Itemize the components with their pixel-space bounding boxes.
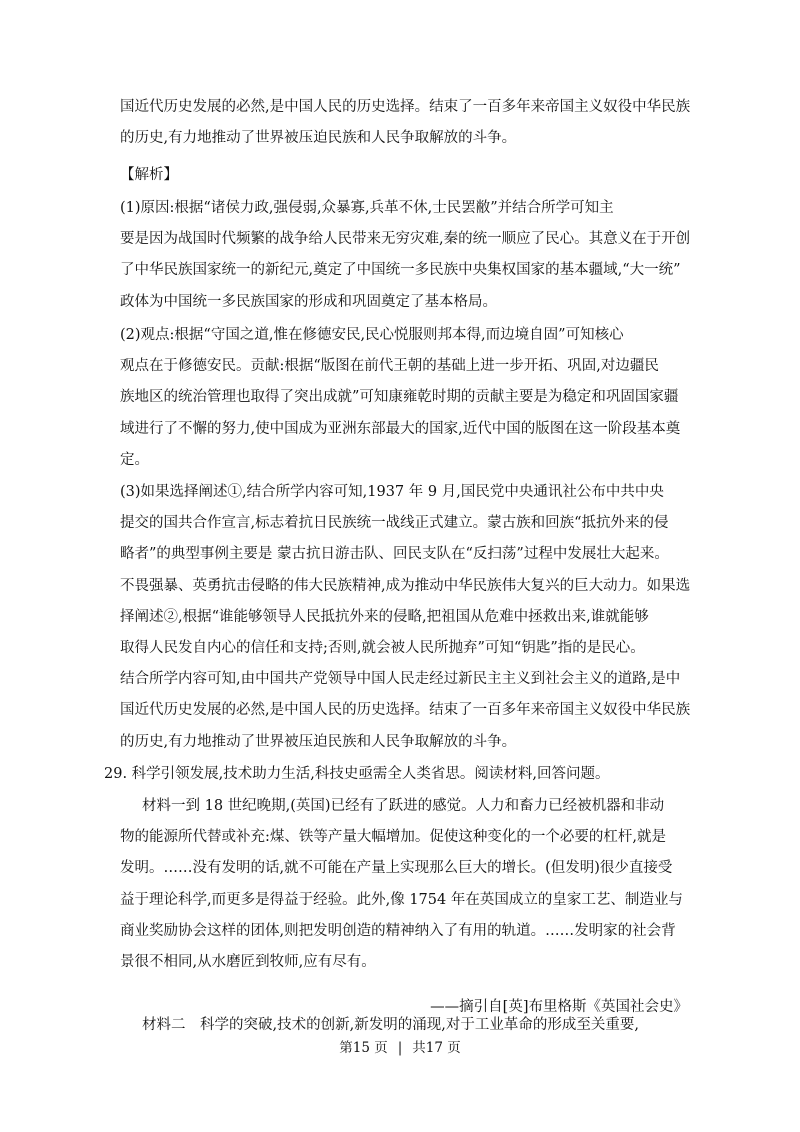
total-pages: 共17 页 [412,1040,461,1056]
text-line: 发明。……没有发明的话,就不可能在产量上实现那么巨大的增长。(但发明)很少直接受 [120,860,673,877]
text-line: 材料二 科学的突破,技术的创新,新发明的涌现,对于工业革命的形成至关重要, [142,1017,639,1033]
text-line: 材料一到 18 世纪晚期,(英国)已经有了跃进的感觉。人力和畜力已经被机器和非动 [142,798,665,814]
text-line: 景很不相同,从水磨匠到牧师,应有尽有。 [120,954,376,971]
continuation-paragraph [120,92,691,154]
page-number: 第15 页 [339,1040,388,1056]
text-line: 国近代历史发展的必然,是中国人民的历史选择。结束了一百多年来帝国主义奴役中华民族 [120,99,691,115]
text-line: 族地区的统治管理也取得了突出成就”可知康雍乾时期的贡献主要是为稳定和巩固国家疆 [120,389,679,406]
text-line: 商业奖励协会这样的团体,则把发明创造的精神纳入了有用的轨道。……发明家的社会背 [120,922,676,939]
text-line: 国近代历史发展的必然,是中国人民的历史选择。结束了一百多年来帝国主义奴役中华民族 [120,702,691,719]
text-line: (1)原因:根据“诸侯力政,强侵弱,众暴寡,兵革不休,士民罢敝”并结合所学可知主 [120,200,614,216]
text-line: 政体为中国统一多民族国家的形成和巩固奠定了基本格局。 [120,293,497,310]
text-line: 结合所学内容可知,由中国共产党领导中国人民走经过新民主主义到社会主义的道路,是中 [120,671,681,688]
footer-separator: | [397,1040,403,1056]
text-line: (2)观点:根据“守国之道,惟在修德安民,民心悦服则邦本得,而边境自固”可知核心 [120,327,624,343]
text-line: 的历史,有力地推动了世界被压迫民族和人民争取解放的斗争。 [120,733,517,750]
answer-1-paragraph [120,193,691,318]
analysis-heading-block [120,160,680,191]
text-line: 观点在于修德安民。贡献:根据“版图在前代王朝的基础上进一步开拓、巩固,对边疆民 [120,358,659,375]
page-footer [0,1038,800,1058]
text-line: 了中华民族国家统一的新纪元,奠定了中国统一多民族中央集权国家的基本疆域,“大一统” [120,262,681,279]
text-line: (3)如果选择阐述①,结合所学内容可知,1937 年 9 月,国民党中央通讯社公布中共中央 [120,484,664,500]
text-line: 的历史,有力地推动了世界被压迫民族和人民争取解放的斗争。 [120,130,517,147]
text-line: 益于理论科学,而更多是得益于经验。此外,像 1754 年在英国成立的皇家工艺、制造业与 [120,891,683,908]
text-line: 择阐述②,根据“谁能够领导人民抵抗外来的侵略,把祖国从危难中拯救出来,谁就能够 [120,608,649,625]
text-line: 略者”的典型事例主要是 蒙古抗日游击队、回民支队在“反扫荡”过程中发展壮大起来。 [120,546,669,563]
answer-2-paragraph [120,320,680,476]
text-line: 提交的国共合作宣言,标志着抗日民族统一战线正式建立。蒙古族和回族“抵抗外来的侵 [120,515,669,532]
answer-3-paragraph [120,477,691,758]
question-29-stem-block [104,759,680,790]
material-2-paragraph [142,1010,682,1041]
text-line: 定。 [120,451,149,468]
text-line: 域进行了不懈的努力,使中国成为亚洲东部最大的国家,近代中国的版图在这一阶段基本奠 [120,420,681,437]
question-stem: 29. 科学引领发展,技术助力生活,科技史亟需全人类省思。阅读材料,回答问题。 [104,766,610,782]
text-line: 取得人民发自内心的信任和支持;否则,就会被人民所抛弃”可知“钥匙”指的是民心。 [120,640,645,657]
text-line: 要是因为战国时代频繁的战争给人民带来无穷灾难,秦的统一顺应了民心。其意义在于开创 [120,231,691,248]
text-line: 不畏强暴、英勇抗击侵略的伟大民族精神,成为推动中华民族伟大复兴的巨大动力。如果选 [120,577,691,594]
material-1-source: ——摘引自[英]布里格斯《英国社会史》 [430,999,688,1015]
material-1-paragraph [120,791,683,978]
analysis-heading: 【解析】 [120,167,178,183]
text-line: 物的能源所代替或补充:煤、铁等产量大幅增加。促使这种变化的一个必要的杠杆,就是 [120,829,666,846]
